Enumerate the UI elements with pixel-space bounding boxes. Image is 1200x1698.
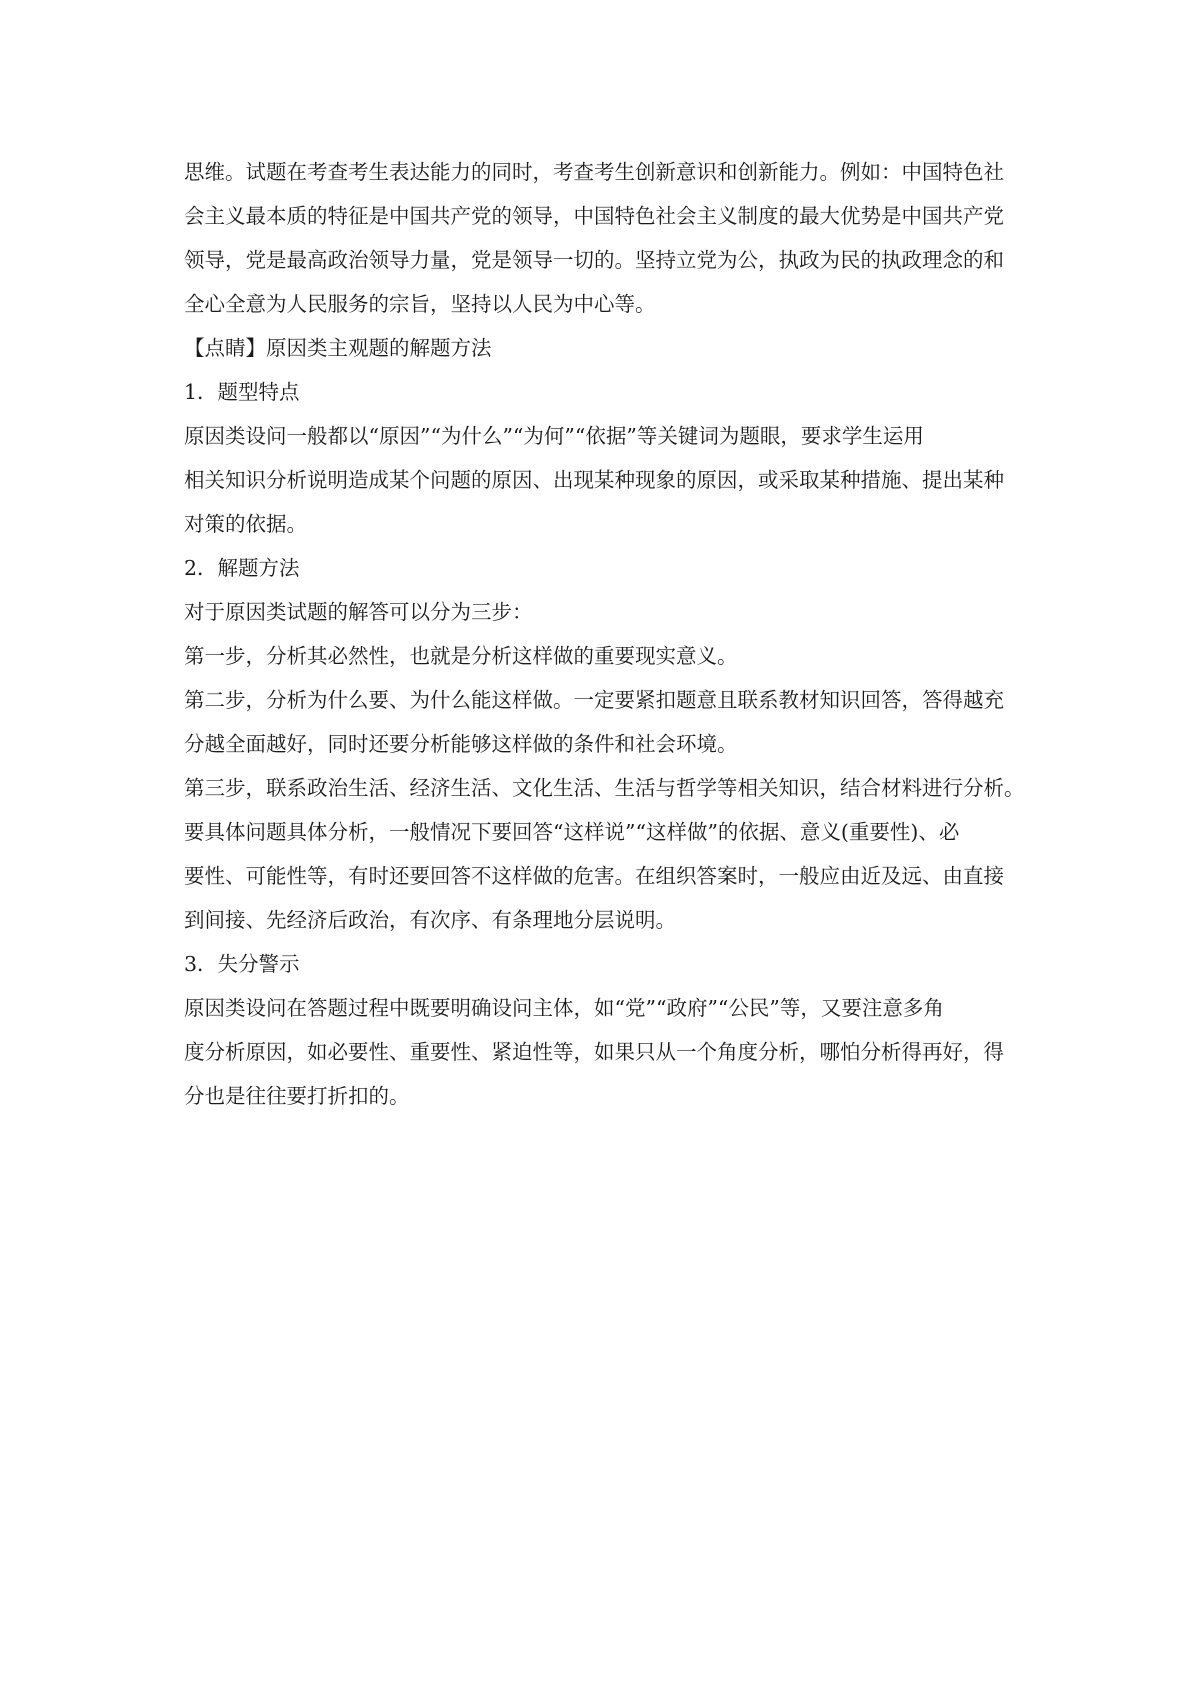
paragraph-line: 分也是往往要打折扣的。 (184, 1084, 410, 1108)
subsection-heading: 2．解题方法 (184, 556, 300, 580)
section-heading: 【点睛】原因类主观题的解题方法 (184, 336, 492, 360)
paragraph-line: 第三步，联系政治生活、经济生活、文化生活、生活与哲学等相关知识，结合材料进行分析。 (184, 776, 1025, 800)
paragraph-line: 第二步，分析为什么要、为什么能这样做。一定要紧扣题意且联系教材知识回答，答得越充 (184, 688, 1004, 712)
paragraph-line: 分越全面越好，同时还要分析能够这样做的条件和社会环境。 (184, 732, 738, 756)
paragraph-line: 会主义最本质的特征是中国共产党的领导，中国特色社会主义制度的最大优势是中国共产党 (184, 204, 1004, 228)
paragraph-line: 要具体问题具体分析，一般情况下要回答“这样说”“这样做”的依据、意义(重要性)、必 (184, 820, 960, 844)
paragraph-line: 思维。试题在考查考生表达能力的同时，考查考生创新意识和创新能力。例如：中国特色社 (184, 160, 1004, 184)
paragraph-line: 到间接、先经济后政治，有次序、有条理地分层说明。 (184, 908, 676, 932)
paragraph-line: 要性、可能性等，有时还要回答不这样做的危害。在组织答案时，一般应由近及远、由直接 (184, 864, 1004, 888)
paragraph-line: 度分析原因，如必要性、重要性、紧迫性等，如果只从一个角度分析，哪怕分析得再好，得 (184, 1040, 1004, 1064)
paragraph-line: 领导，党是最高政治领导力量，党是领导一切的。坚持立党为公，执政为民的执政理念的和 (184, 248, 1004, 272)
paragraph-line: 对策的依据。 (184, 512, 307, 536)
paragraph-line: 原因类设问一般都以“原因”“为什么”“为何”“依据”等关键词为题眼，要求学生运用 (184, 424, 924, 448)
paragraph-line: 对于原因类试题的解答可以分为三步： (184, 600, 533, 624)
paragraph-line: 第一步，分析其必然性，也就是分析这样做的重要现实意义。 (184, 644, 738, 668)
subsection-heading: 1．题型特点 (184, 380, 300, 404)
paragraph-line: 原因类设问在答题过程中既要明确设问主体，如“党”“政府”“公民”等，又要注意多角 (184, 996, 944, 1020)
paragraph-line: 相关知识分析说明造成某个问题的原因、出现某种现象的原因，或采取某种措施、提出某种 (184, 468, 1004, 492)
paragraph-line: 全心全意为人民服务的宗旨，坚持以人民为中心等。 (184, 292, 656, 316)
subsection-heading: 3．失分警示 (184, 952, 300, 976)
document-body (184, 150, 1024, 1118)
